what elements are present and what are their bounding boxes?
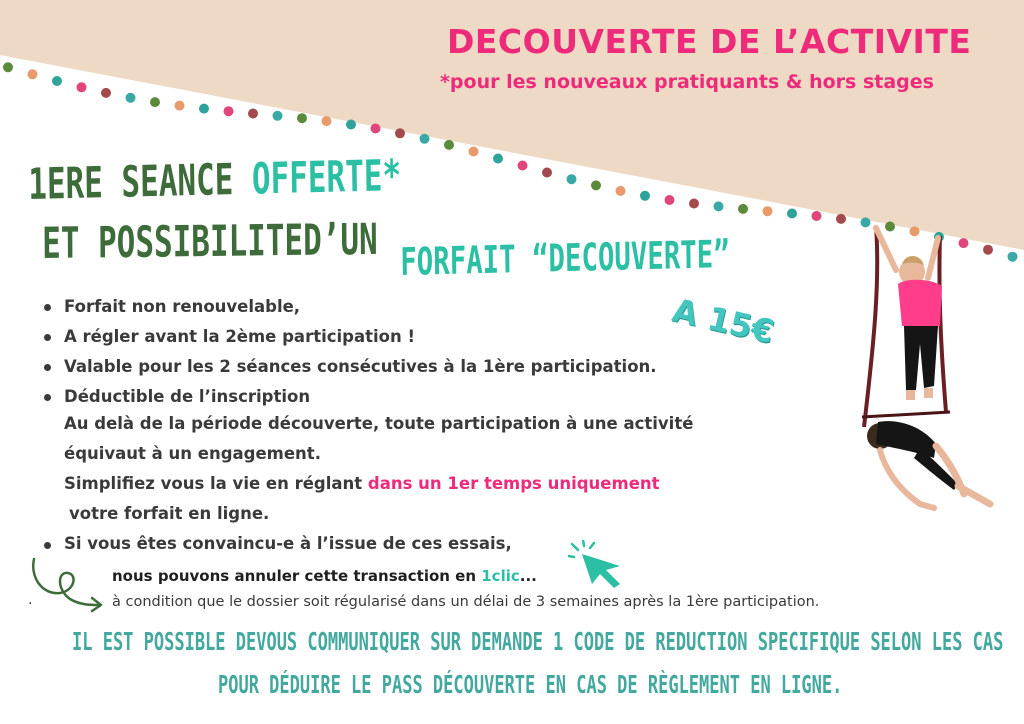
garland-dot — [738, 204, 748, 214]
garland-dot — [518, 161, 528, 171]
garland-dot — [101, 88, 111, 98]
annulation-notice — [112, 567, 537, 585]
garland-dot — [395, 128, 405, 138]
aerial-trapeze-photo — [850, 222, 1020, 522]
condition-text: à condition que le dossier soit régularisé dans un délai de 3 semaines après la 1ère participation. — [112, 594, 820, 610]
garland-dot — [469, 147, 479, 157]
last-bullet — [44, 534, 512, 553]
garland-dot — [493, 154, 503, 164]
bullet-icon — [44, 364, 51, 371]
paragraph-line2: équivaut à un engagement. — [64, 444, 321, 463]
list-item-text: A régler avant la 2ème participation ! — [64, 327, 416, 346]
garland-dot — [346, 120, 356, 130]
paragraph-line4: votre forfait en ligne. — [69, 504, 270, 523]
bullet-icon — [44, 334, 51, 341]
garland-dot — [77, 82, 87, 92]
list-item — [44, 382, 657, 412]
garland-dot — [420, 134, 430, 144]
stray-dot: . — [28, 592, 33, 608]
bullet-icon — [44, 542, 51, 549]
list-item — [44, 322, 657, 352]
garland-dot — [199, 104, 209, 114]
garland-dot — [836, 214, 846, 224]
headline-line1 — [28, 151, 401, 210]
headline-line2: ET POSSIBILITED’UN — [42, 214, 378, 269]
conditions-list — [44, 292, 657, 412]
garland-dot — [273, 111, 283, 121]
paragraph-line3 — [64, 474, 660, 493]
price-badge: A 15€ — [669, 290, 778, 352]
paragraph-text: Simplifiez vous la vie en réglant — [64, 474, 368, 493]
footer-line2: POUR DÉDUIRE LE PASS DÉCOUVERTE EN CAS DE RÈGLEMENT EN LIGNE. — [218, 670, 843, 699]
garland-dot — [28, 69, 38, 79]
garland-dot — [591, 180, 601, 190]
garland-dot — [322, 116, 332, 126]
list-item-text: Déductible de l’inscription — [64, 387, 311, 406]
garland-dot — [714, 201, 724, 211]
garland-dot — [567, 174, 577, 184]
garland-dot — [175, 101, 185, 111]
paragraph-line1: Au delà de la période découverte, toute participation à une activité — [64, 414, 694, 433]
list-item-text: Si vous êtes convaincu-e à l’issue de ces essais, — [64, 534, 512, 553]
garland-dot — [126, 93, 136, 103]
garland-dot — [787, 209, 797, 219]
garland-dot — [52, 76, 62, 86]
list-item — [44, 292, 657, 322]
curly-arrow-icon — [28, 555, 108, 615]
list-item-text: Valable pour les 2 séances consécutives à la 1ère participation. — [64, 357, 657, 376]
garland-dot — [812, 211, 822, 221]
notice-1clic: 1clic — [481, 567, 520, 585]
garland-dot — [640, 191, 650, 201]
page-subtitle: *pour les nouveaux pratiquants & hors stages — [440, 71, 934, 93]
garland-dot — [763, 206, 773, 216]
headline-offerte: OFFERTE* — [251, 150, 402, 205]
bullet-icon — [44, 304, 51, 311]
garland-dot — [3, 62, 13, 72]
headline-forfait: FORFAIT “DECOUVERTE” — [400, 232, 730, 284]
list-item-text: Forfait non renouvelable, — [64, 297, 301, 316]
notice-text: nous pouvons annuler cette transaction en — [112, 567, 482, 585]
garland-dot — [542, 168, 552, 178]
garland-dot — [248, 109, 258, 119]
garland-dot — [297, 113, 307, 123]
highlight-text: dans un 1er temps uniquement — [367, 474, 660, 493]
garland-dot — [665, 195, 675, 205]
footer-line1: IL EST POSSIBLE DEVOUS COMMUNIQUER SUR DEMANDE 1 CODE DE REDUCTION SPECIFIQUE SELON LES CAS — [72, 627, 1004, 656]
garland-dot — [224, 106, 234, 116]
list-item — [44, 352, 657, 382]
bullet-icon — [44, 394, 51, 401]
headline-seance: 1ERE SEANCE — [28, 154, 253, 210]
page-title: DECOUVERTE DE L’ACTIVITE — [447, 22, 972, 61]
garland-dot — [616, 186, 626, 196]
garland-dot — [689, 199, 699, 209]
garland-dot — [371, 124, 381, 134]
cursor-click-icon — [568, 540, 628, 588]
garland-dot — [444, 140, 454, 150]
garland-dot — [150, 97, 160, 107]
notice-ellipsis: ... — [519, 567, 537, 585]
